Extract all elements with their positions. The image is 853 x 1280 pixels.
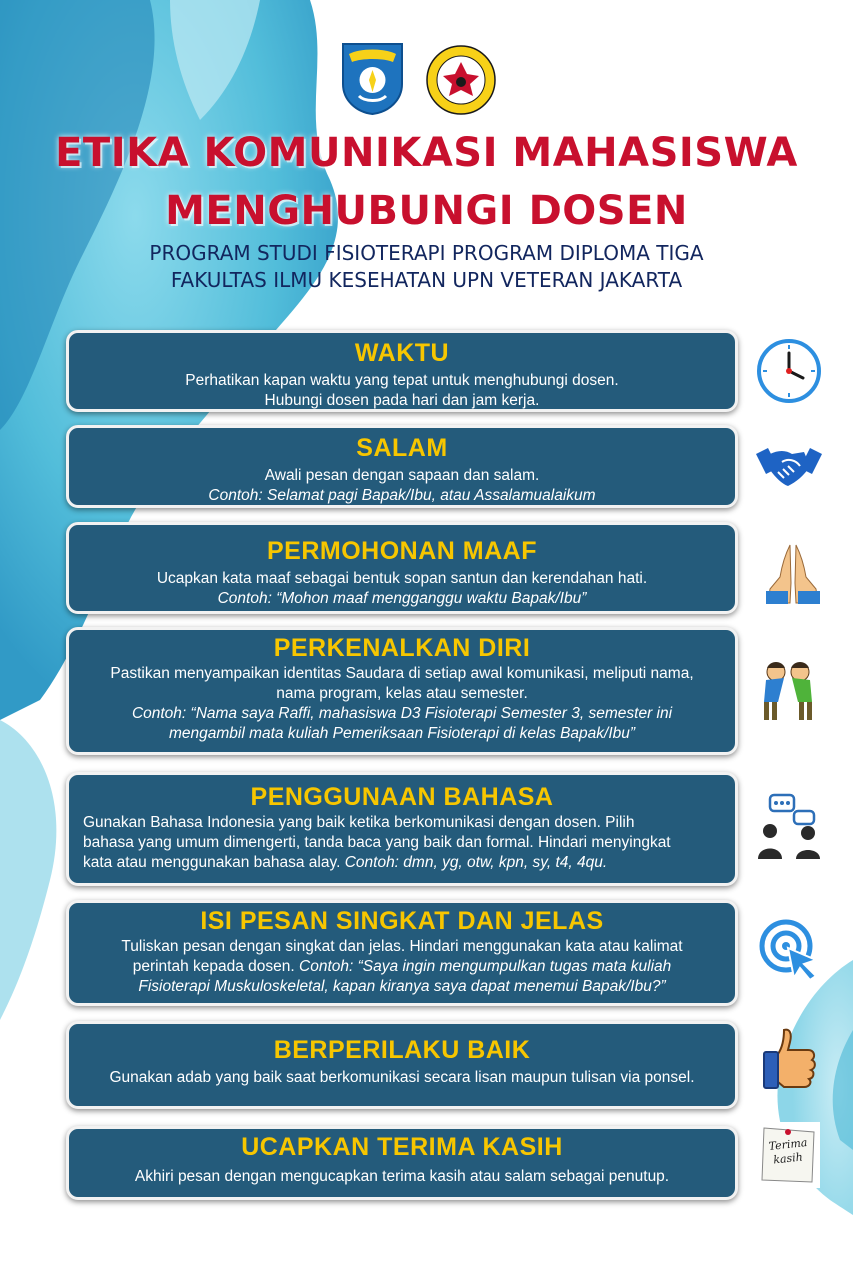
card-heading: PERMOHONAN MAAF xyxy=(267,537,537,565)
handshake-icon xyxy=(754,442,824,492)
card-heading: WAKTU xyxy=(354,339,450,367)
card-text: Perhatikan kapan waktu yang tepat untuk menghubungi dosen. xyxy=(185,372,619,389)
page-title-line-1: ETIKA KOMUNIKASI MAHASISWA xyxy=(55,130,798,176)
card-text: bahasa yang umum dimengerti, tanda baca yang baik dan formal. Hindari menyingkat xyxy=(83,834,671,851)
card-text: Akhiri pesan dengan mengucapkan terima kasih atau salam sebagai penutup. xyxy=(134,1168,670,1185)
card-example: Contoh: “Saya ingin mengumpulkan tugas mata kuliah xyxy=(299,958,672,975)
card-example: mengambil mata kuliah Pemeriksaan Fisioterapi di kelas Bapak/Ibu” xyxy=(168,725,636,742)
card-example: Contoh: Selamat pagi Bapak/Ibu, atau Assalamualaikum xyxy=(208,487,596,504)
card-heading: BERPERILAKU BAIK xyxy=(273,1036,531,1064)
card-text: Ucapkan kata maaf sebagai bentuk sopan santun dan kerendahan hati. xyxy=(156,570,648,587)
note-text: kasih xyxy=(772,1150,804,1167)
card-example: Fisioterapi Muskuloskeletal, kapan kiranya saya dapat menemui Bapak/Ibu?” xyxy=(138,978,666,995)
card-heading: PERKENALKAN DIRI xyxy=(273,634,531,662)
card-heading: PENGGUNAAN BAHASA xyxy=(250,783,554,811)
note-text: Terima xyxy=(768,1136,808,1153)
subtitle-faculty: FAKULTAS ILMU KESEHATAN UPN VETERAN JAKARTA xyxy=(170,268,683,292)
bowing-people-icon xyxy=(752,656,824,726)
thumbs-up-icon xyxy=(762,1026,820,1090)
card-text: nama program, kelas atau semester. xyxy=(276,685,528,702)
card-ucapkan-terima-kasih xyxy=(66,1126,738,1200)
card-salam xyxy=(66,425,738,508)
card-text: Gunakan adab yang baik saat berkomunikasi secara lisan maupun tulisan via ponsel. xyxy=(109,1069,695,1086)
upn-veteran-jakarta-logo xyxy=(423,44,499,116)
page-title-line-2: MENGHUBUNGI DOSEN xyxy=(165,188,688,234)
card-text: Pastikan menyampaikan identitas Saudara di setiap awal komunikasi, meliputi nama, xyxy=(110,665,694,682)
card-text: Gunakan Bahasa Indonesia yang baik ketika berkomunikasi dengan dosen. Pilih xyxy=(83,814,635,831)
subtitle-program: PROGRAM STUDI FISIOTERAPI PROGRAM DIPLOMA TIGA xyxy=(149,241,704,265)
tut-wuri-handayani-logo xyxy=(335,40,410,116)
card-text: Awali pesan dengan sapaan dan salam. xyxy=(264,467,540,484)
thank-you-note-icon xyxy=(756,1122,820,1188)
card-isi-pesan xyxy=(66,900,738,1006)
praying-hands-icon xyxy=(764,543,822,605)
card-example: Contoh: dmn, yg, otw, kpn, sy, t4, 4qu. xyxy=(344,854,608,871)
card-text: Hubungi dosen pada hari dan jam kerja. xyxy=(264,392,540,409)
card-text: kata atau menggunakan bahasa alay. xyxy=(83,854,341,871)
card-example: Contoh: “Mohon maaf mengganggu waktu Bapak/Ibu” xyxy=(217,590,587,607)
card-perkenalkan-diri xyxy=(66,627,738,755)
conversation-icon xyxy=(756,793,824,863)
card-berperilaku-baik xyxy=(66,1021,738,1109)
card-text-line xyxy=(69,957,735,977)
card-example: Contoh: “Nama saya Raffi, mahasiswa D3 Fisioterapi Semester 3, semester ini xyxy=(131,705,673,722)
card-permohonan-maaf xyxy=(66,522,738,614)
target-cursor-icon xyxy=(758,918,822,982)
card-waktu xyxy=(66,330,738,412)
card-heading: UCAPKAN TERIMA KASIH xyxy=(241,1133,563,1161)
logo-bar xyxy=(0,40,853,120)
clock-icon xyxy=(756,338,822,404)
card-heading: SALAM xyxy=(356,434,448,462)
card-text-line xyxy=(83,853,721,873)
card-heading: ISI PESAN SINGKAT DAN JELAS xyxy=(200,907,604,935)
card-penggunaan-bahasa xyxy=(66,772,738,886)
card-text: Tuliskan pesan dengan singkat dan jelas. Hindari menggunakan kata atau kalimat xyxy=(121,938,683,955)
card-text: perintah kepada dosen. xyxy=(132,958,295,975)
